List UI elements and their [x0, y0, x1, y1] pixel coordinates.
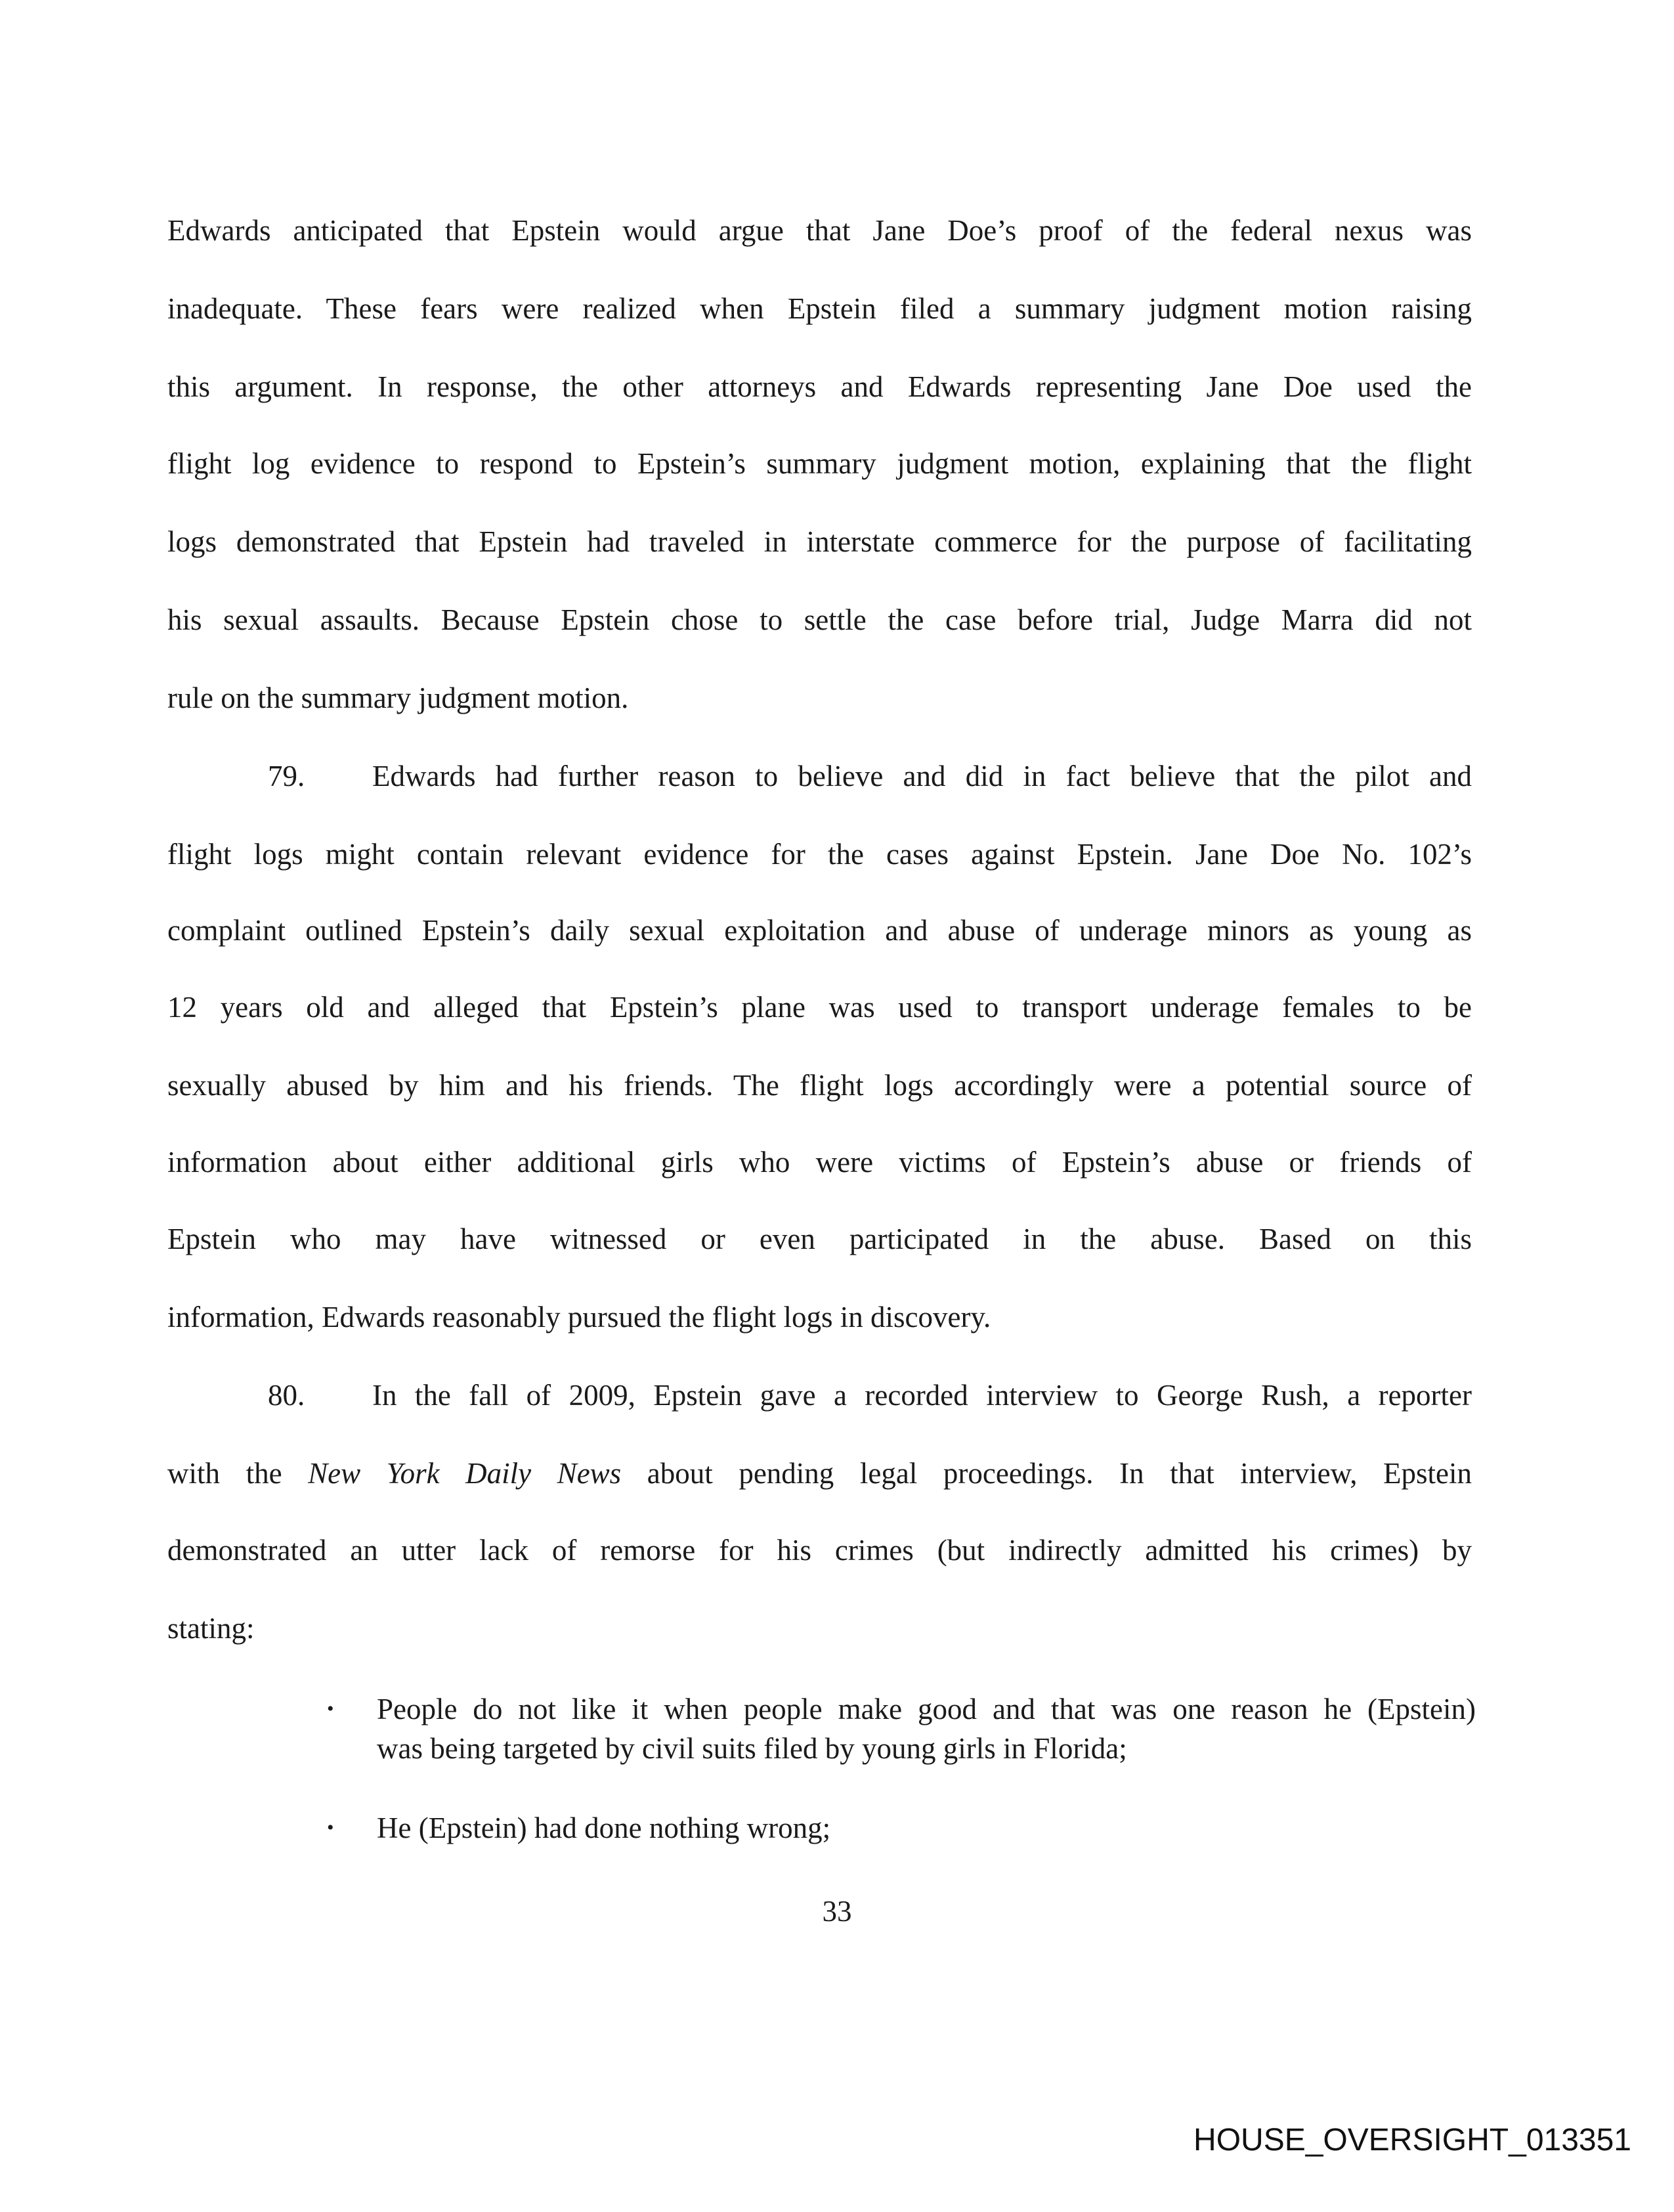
text-line: 12 years old and alleged that Epstein’s plane was used to transport underage females to be: [167, 991, 1472, 1024]
paragraph-number: 80.: [268, 1379, 305, 1412]
text-line: complaint outlined Epstein’s daily sexual exploitation and abuse of underage minors as young as: [167, 914, 1472, 947]
bullet-icon: •: [327, 1698, 334, 1720]
text-line: his sexual assaults. Because Epstein chose to settle the case before trial, Judge Marra did not: [167, 603, 1472, 636]
text-line: Edwards had further reason to believe and did in fact believe that the pilot and: [372, 760, 1472, 792]
text-line: [167, 1454, 1472, 1493]
text-line: Epstein who may have witnessed or even participated in the abuse. Based on this: [167, 1223, 1472, 1255]
bullet-text-line: was being targeted by civil suits filed by young girls in Florida;: [377, 1732, 1127, 1765]
text-line: flight logs might contain relevant evidence for the cases against Epstein. Jane Doe No. 102’s: [167, 838, 1472, 871]
publication-title: New York Daily News: [308, 1457, 622, 1490]
text-line: this argument. In response, the other attorneys and Edwards representing Jane Doe used the: [167, 370, 1472, 403]
text-line: stating:: [167, 1612, 255, 1645]
bullet-text-line: He (Epstein) had done nothing wrong;: [377, 1811, 831, 1844]
text-line: demonstrated an utter lack of remorse for his crimes (but indirectly admitted his crimes) by: [167, 1534, 1472, 1567]
bates-stamp: HOUSE_OVERSIGHT_013351: [1193, 2123, 1631, 2158]
text-line: information about either additional girls who were victims of Epstein’s abuse or friends of: [167, 1146, 1472, 1179]
text-line: flight log evidence to respond to Epstein’s summary judgment motion, explaining that the flight: [167, 447, 1472, 480]
text-segment: with the: [167, 1457, 309, 1490]
paragraph-number: 79.: [268, 760, 305, 792]
bullet-text-line: People do not like it when people make good and that was one reason he (Epstein): [377, 1693, 1476, 1725]
text-line: rule on the summary judgment motion.: [167, 682, 629, 714]
text-line: logs demonstrated that Epstein had traveled in interstate commerce for the purpose of facilitating: [167, 525, 1472, 558]
bullet-icon: •: [327, 1817, 334, 1838]
text-line: inadequate. These fears were realized when Epstein filed a summary judgment motion raising: [167, 292, 1472, 325]
text-line: sexually abused by him and his friends. The flight logs accordingly were a potential source of: [167, 1069, 1472, 1102]
text-line: In the fall of 2009, Epstein gave a recorded interview to George Rush, a reporter: [372, 1379, 1472, 1412]
page-number: 33: [822, 1895, 852, 1928]
text-line: information, Edwards reasonably pursued the flight logs in discovery.: [167, 1301, 991, 1334]
text-segment: about pending legal proceedings. In that interview, Epstein: [647, 1457, 1472, 1490]
text-line: Edwards anticipated that Epstein would argue that Jane Doe’s proof of the federal nexus was: [167, 214, 1472, 247]
